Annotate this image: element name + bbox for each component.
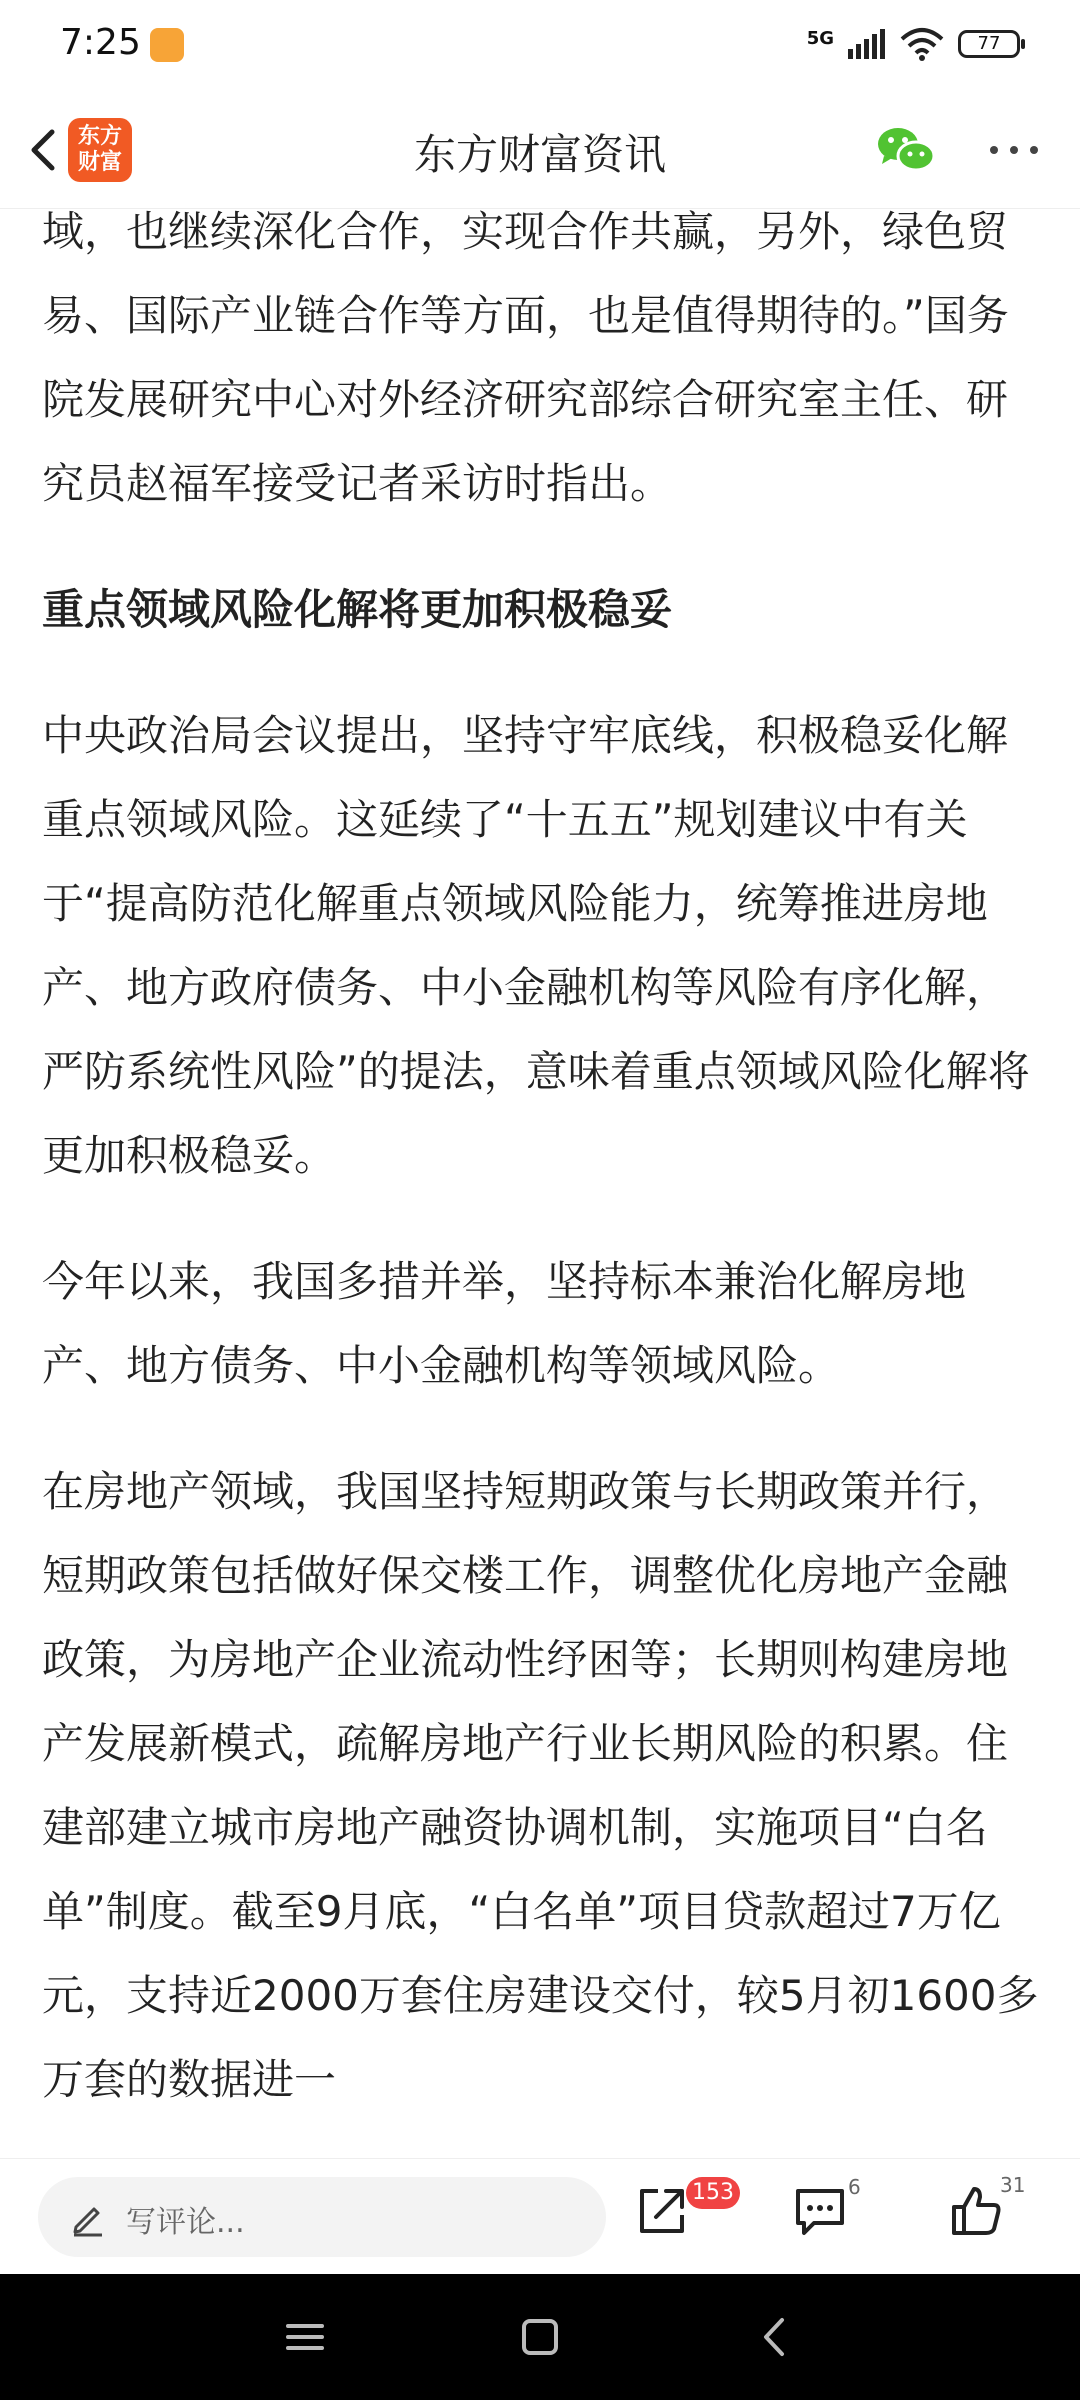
- home-button[interactable]: [515, 2312, 565, 2362]
- share-count-badge: 153: [686, 2177, 740, 2209]
- logo-text: 东方 财富: [77, 124, 122, 175]
- bottom-action-bar: [0, 2158, 1080, 2275]
- section-heading: 重点领域风险化解将更加积极稳妥: [42, 585, 673, 634]
- comments-button[interactable]: [790, 2181, 850, 2241]
- article-paragraph: 域，也继续深化合作，实现合作共赢，另外，绿色贸易、国际产业链合作等方面，也是值得期待的。”国务院发展研究中心对外经济研究部综合研究室主任、研究员赵福军接受记者采访时指出。: [42, 208, 1009, 508]
- battery-indicator: 77: [958, 30, 1020, 58]
- home-square-icon: [515, 2312, 565, 2362]
- app-notification-icon: [150, 28, 184, 62]
- share-button[interactable]: [632, 2181, 692, 2241]
- more-options-button[interactable]: [982, 118, 1046, 182]
- status-time: 7:25: [60, 22, 141, 63]
- comment-count: 6: [848, 2175, 861, 2199]
- article-paragraph: 中央政治局会议提出，坚持守牢底线，积极稳妥化解重点领域风险。这延续了“十五五”规划建议中有关于“提高防范化解重点领域风险能力，统筹推进房地产、地方政府债务、中小金融机构等风险有序化解，严防系统性风险”的提法，意味着重点领域风险化解将更加积极稳妥。: [42, 711, 1030, 1180]
- signal-icon: [848, 29, 886, 59]
- wifi-icon: [900, 27, 944, 61]
- like-count: 31: [1000, 2173, 1026, 2197]
- article-paragraph: 在房地产领域，我国坚持短期政策与长期政策并行，短期政策包括做好保交楼工作，调整优化房地产金融政策，为房地产企业流动性纾困等；长期则构建房地产发展新模式，疏解房地产行业长期风险的积累。住建部建立城市房地产融资协调机制，实施项目“白名单”制度。截至9月底，“白名单”项目贷款超过7万亿元，支持近2000万套住房建设交付，较5月初1600多万套的数据进一: [42, 1467, 1039, 2104]
- wechat-share-button[interactable]: [874, 118, 938, 182]
- comment-icon: [790, 2181, 850, 2241]
- status-bar: [0, 0, 1080, 92]
- comment-input[interactable]: [38, 2177, 606, 2257]
- article-paragraph: 今年以来，我国多措并举，坚持标本兼治化解房地产、地方债务、中小金融机构等领域风险。: [42, 1257, 967, 1390]
- wechat-icon: [874, 118, 938, 182]
- share-icon: [632, 2181, 692, 2241]
- more-dots-icon: [982, 118, 1046, 182]
- page-title: 东方财富资讯: [413, 130, 666, 179]
- back-arrow-icon: [750, 2312, 800, 2362]
- nav-bar: [0, 92, 1080, 209]
- comment-placeholder: 写评论...: [126, 2205, 245, 2240]
- menu-icon: [280, 2312, 330, 2362]
- system-nav-bar: [0, 2274, 1080, 2400]
- article-body[interactable]: [0, 208, 1080, 2158]
- like-button[interactable]: [946, 2181, 1006, 2241]
- recent-apps-button[interactable]: [280, 2312, 330, 2362]
- system-back-button[interactable]: [750, 2312, 800, 2362]
- status-indicators: [807, 24, 1020, 64]
- thumbs-up-icon: [946, 2181, 1006, 2241]
- network-type: 5G: [806, 27, 834, 49]
- pen-icon: [68, 2197, 108, 2237]
